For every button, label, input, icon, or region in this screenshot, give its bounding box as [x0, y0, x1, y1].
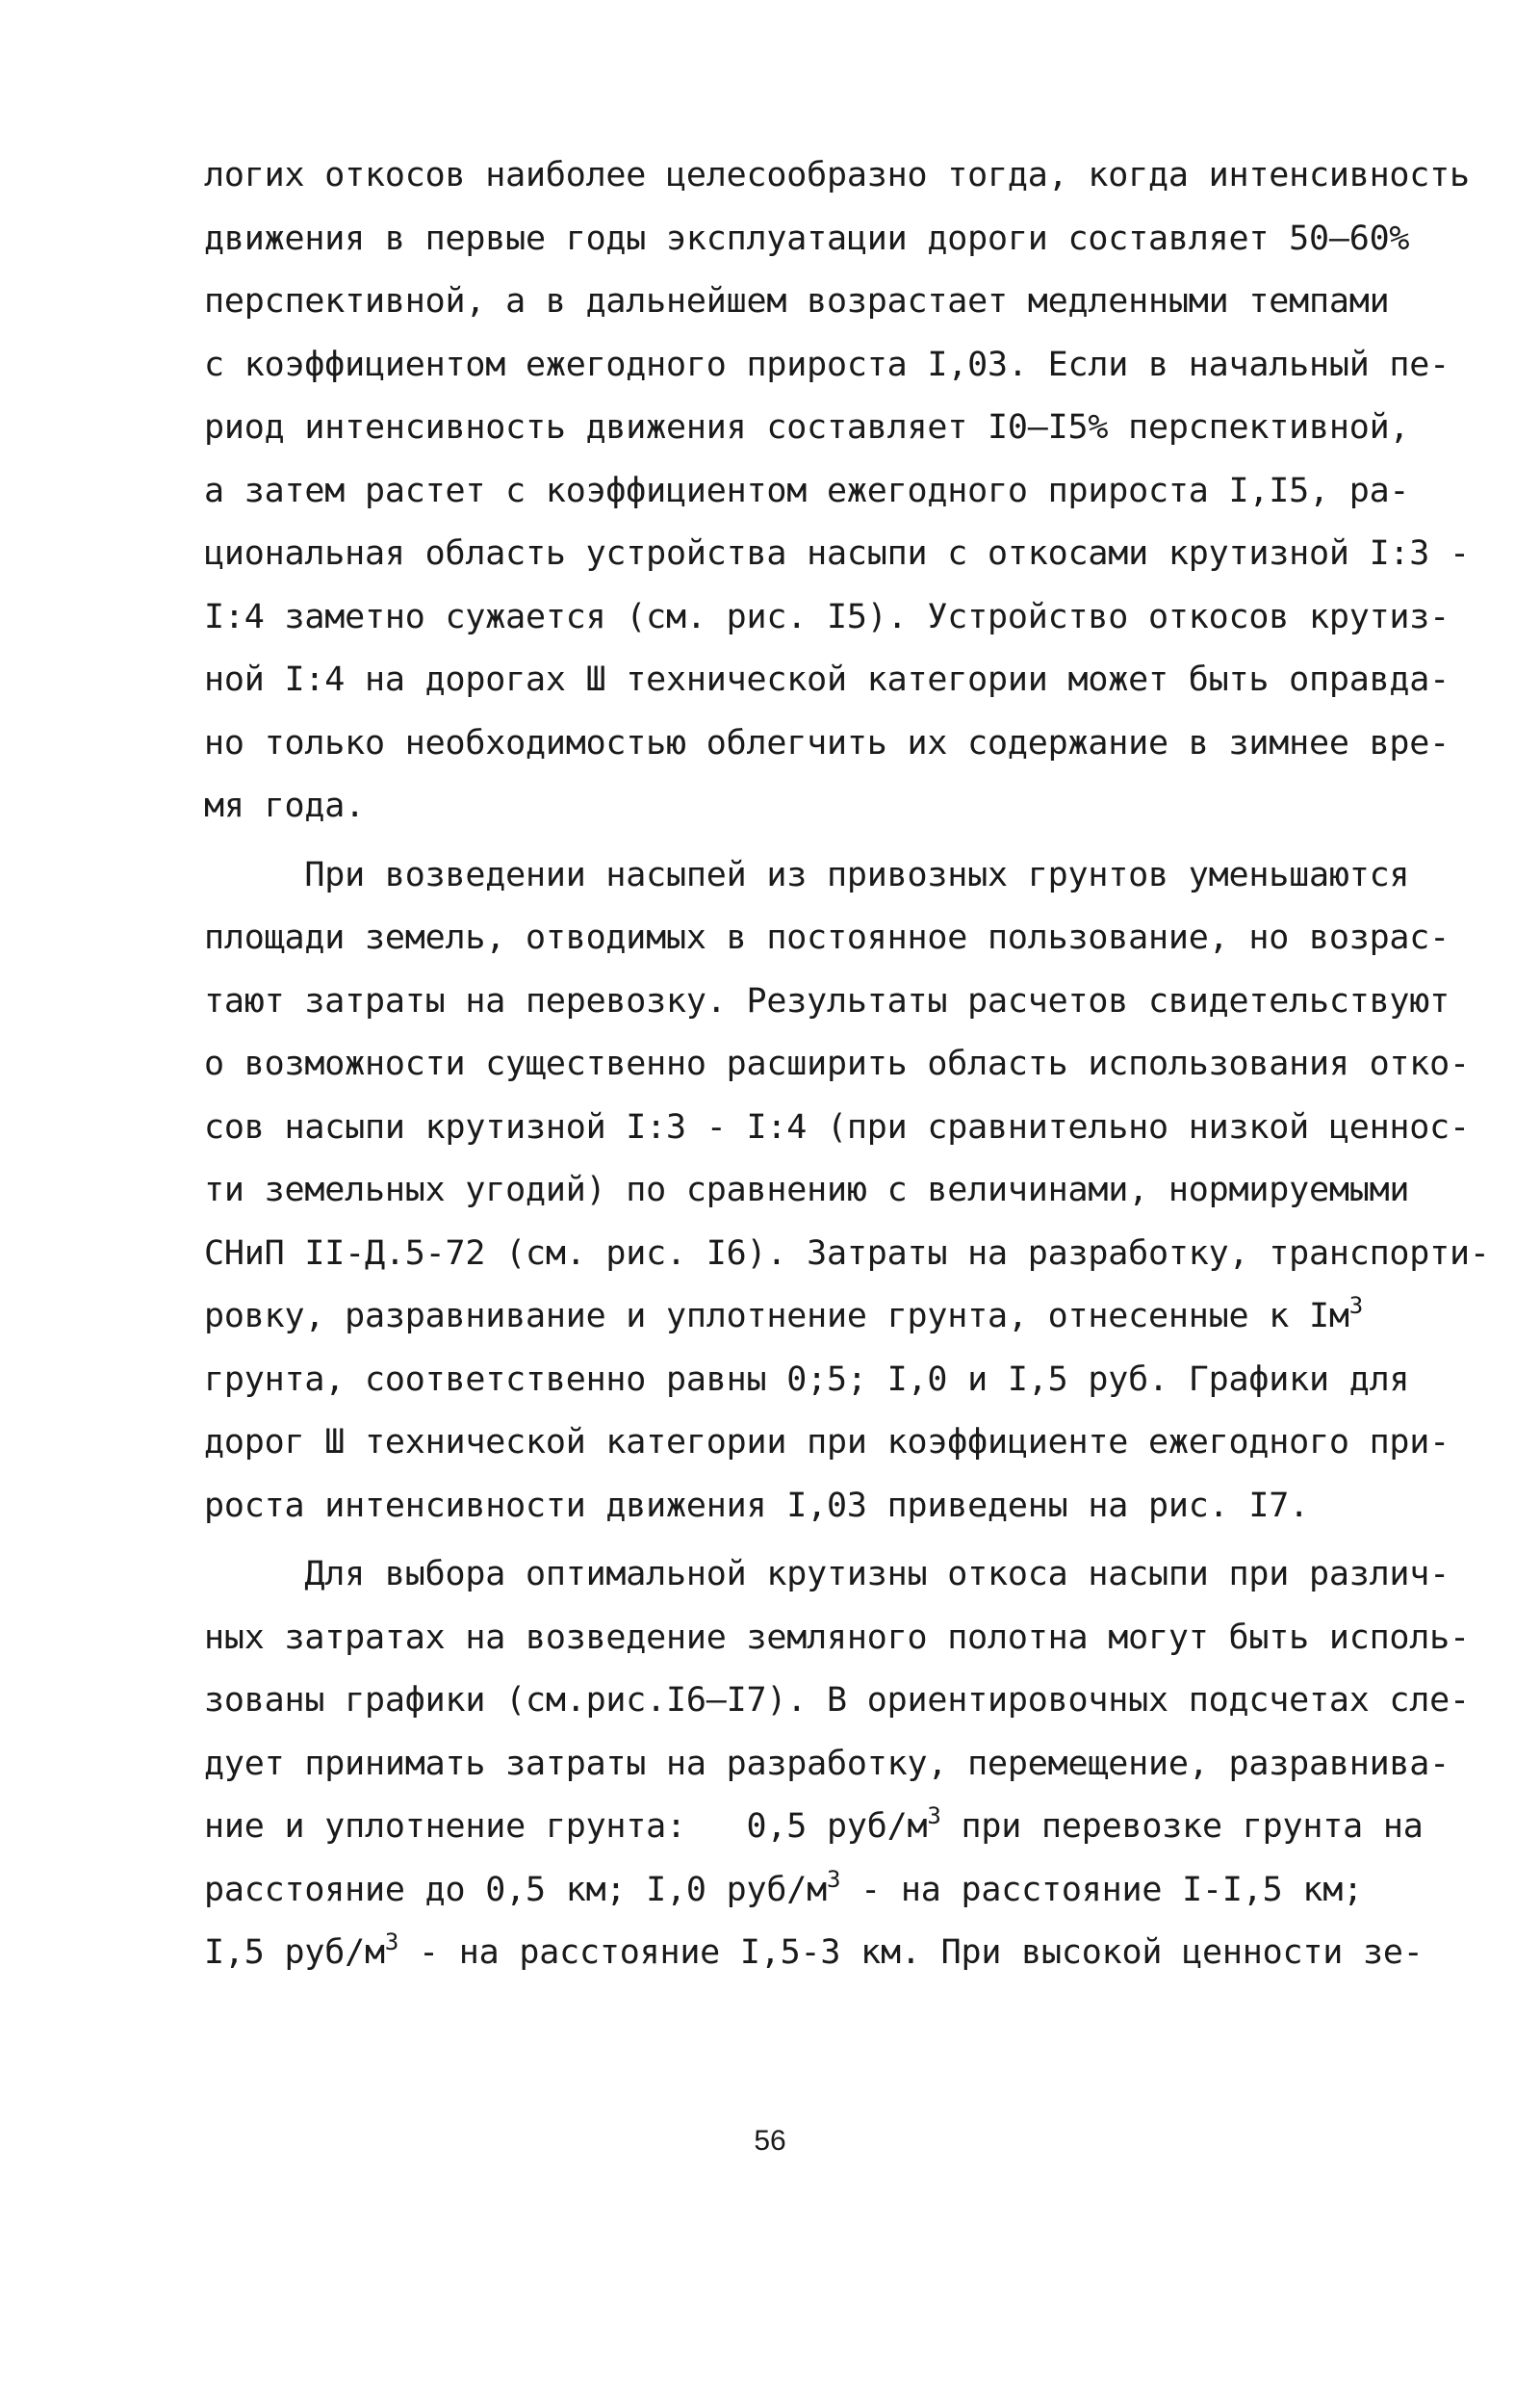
text-segment: ние и уплотнение грунта: 0,5 руб/м: [204, 1807, 928, 1846]
text-line: риод интенсивность движения составляет I0–I5% перспективной,: [204, 408, 1410, 447]
text-line: роста интенсивности движения I,03 приведены на рис. I7.: [204, 1486, 1309, 1525]
text-line: I:4 заметно сужается (см. рис. I5). Устройство откосов крутиз-: [204, 597, 1450, 636]
paragraph: [204, 144, 1475, 839]
text-line: ти земельных угодий) по сравнению с величинами, нормируемыми: [204, 1171, 1410, 1209]
text-segment: - на расстояние I-I,5 км;: [840, 1870, 1363, 1909]
page-number: 56: [754, 2125, 786, 2157]
text-line: циональная область устройства насыпи с откосами крутизной I:3 -: [204, 534, 1470, 573]
text-line: логих откосов наиболее целесообразно тогда, когда интенсивность: [204, 156, 1470, 194]
text-line: [204, 1859, 1475, 1923]
text-segment: при перевозке грунта на: [940, 1807, 1424, 1846]
text-line: движения в первые годы эксплуатации дороги составляет 50–60%: [204, 219, 1410, 258]
text-line: мя года.: [204, 787, 365, 825]
text-line: но только необходимостью облегчить их содержание в зимнее вре-: [204, 723, 1450, 763]
text-line: [204, 1922, 1475, 1985]
text-segment: ровку, разравнивание и уплотнение грунта, отнесенные к Iм: [204, 1297, 1349, 1335]
text-line: ной I:4 на дорогах Ш технической категории может быть оправда-: [204, 660, 1450, 699]
superscript-exponent: 3: [1348, 1292, 1363, 1319]
text-line: грунта, соответственно равны 0;5; I,0 и I,5 руб. Графики для: [204, 1359, 1410, 1399]
text-line: Для выбора оптимальной крутизны откоса насыпи при различ-: [204, 1555, 1450, 1593]
text-line: ных затратах на возведение земляного полотна могут быть исполь-: [204, 1618, 1470, 1657]
text-line: тают затраты на перевозку. Результаты расчетов свидетельствуют: [204, 981, 1450, 1021]
superscript-exponent: 3: [384, 1928, 399, 1955]
text-line: а затем растет с коэффициентом ежегодного прироста I,I5, ра-: [204, 471, 1410, 510]
text-line: площади земель, отводимых в постоянное пользование, но возрас-: [204, 919, 1450, 957]
text-line: сов насыпи крутизной I:3 - I:4 (при сравнительно низкой ценнос-: [204, 1107, 1470, 1147]
body-text: [204, 144, 1490, 1985]
text-line: При возведении насыпей из привозных грунтов уменьшаются: [204, 855, 1410, 894]
text-line: зованы графики (см.рис.I6–I7). В ориентировочных подсчетах сле-: [204, 1681, 1470, 1720]
superscript-exponent: 3: [827, 1865, 841, 1893]
text-line: [204, 1285, 1475, 1349]
text-line: дорог Ш технической категории при коэффициенте ежегодного при-: [204, 1423, 1450, 1462]
text-segment: I,5 руб/м: [204, 1933, 385, 1972]
text-segment: - на расстояние I,5-3 км. При высокой ценности зе-: [398, 1933, 1424, 1972]
text-line: перспективной, а в дальнейшем возрастает медленными темпами: [204, 282, 1390, 321]
text-line: о возможности существенно расширить область использования отко-: [204, 1045, 1470, 1083]
text-line: с коэффициентом ежегодного прироста I,03. Если в начальный пе-: [204, 345, 1450, 384]
paragraph: [204, 1543, 1475, 1985]
superscript-exponent: 3: [927, 1802, 941, 1829]
text-segment: расстояние до 0,5 км; I,0 руб/м: [204, 1870, 828, 1909]
paragraph: [204, 844, 1490, 1539]
text-line: СНиП II-Д.5-72 (см. рис. I6). Затраты на разработку, транспорти-: [204, 1233, 1490, 1273]
text-line: [204, 1796, 1475, 1859]
text-line: дует принимать затраты на разработку, перемещение, разравнива-: [204, 1744, 1450, 1783]
